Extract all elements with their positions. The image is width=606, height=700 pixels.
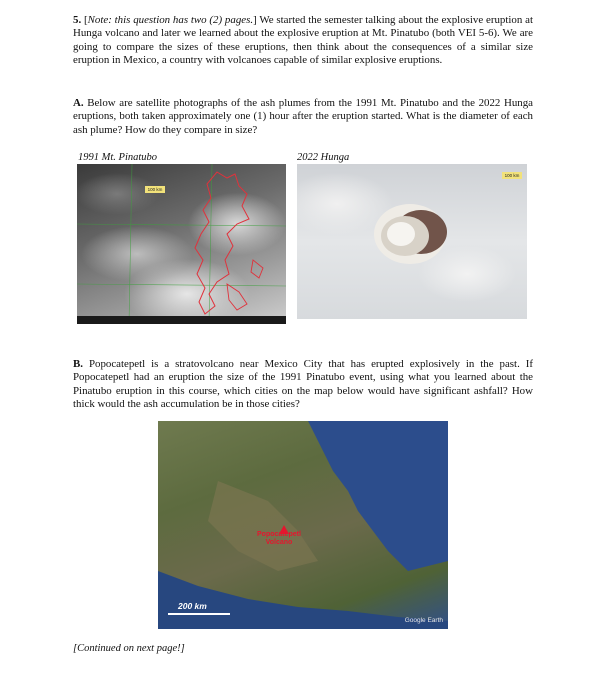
part-b-prompt [73, 358, 533, 412]
map-terrain [158, 421, 448, 629]
note-bracket-open: [ [84, 14, 88, 26]
gulf-of-mexico [308, 421, 448, 571]
part-a-prompt [73, 97, 533, 137]
question-number: 5. [73, 14, 82, 26]
pinatubo-scale-badge: 100 km [145, 186, 165, 193]
plume-top [387, 222, 415, 246]
volcano-label-type: Volcano [265, 539, 293, 546]
part-a-text: Below are satellite photographs of the ash plumes from the 1991 Mt. Pinatubo and the 2022 Hunga eruptions, both taken approximately one (1) hour after the eruption started. What is the diameter of each ash plume? How do they compare in size? [73, 97, 533, 136]
map-scale-label: 200 km [178, 601, 207, 611]
island-outline [227, 260, 263, 310]
part-b-text: Popocatepetl is a stratovolcano near Mexico City that has erupted explosively in the past. If Popocatepetl had an eruption the size of the 1991 Pinatubo event, using what you learned about the Pinatubo eruption in this course, which cities on the map below would have significant ashfall? How thick would the ash accumulation be in those cities? [73, 358, 533, 411]
part-b-label: B. [73, 358, 83, 370]
hunga-satellite-image [297, 164, 527, 319]
coastline-outline [195, 172, 249, 314]
continued-note: [Continued on next page!] [73, 643, 185, 654]
pinatubo-overlay [77, 164, 286, 324]
pinatubo-satellite-image [77, 164, 286, 324]
note-bracket-close: ] [253, 14, 257, 26]
question-text: We started the semester talking about the explosive eruption at Hunga volcano and later we learned about the explosive eruption at Mt. Pinatubo (both VEI 5-6). We are going to compare the sizes of these eruptions, then think about the consequences of a similar size eruption in Mexico, a country with volcanoes capable of similar explosive eruptions. [73, 14, 533, 67]
pinatubo-caption: 1991 Mt. Pinatubo [78, 152, 158, 163]
pinatubo-info-bar [77, 316, 286, 324]
question-5-intro [73, 14, 533, 68]
volcano-label [257, 531, 301, 547]
part-a-label: A. [73, 97, 84, 109]
hunga-caption: 2022 Hunga [297, 152, 350, 163]
mexico-satellite-map [158, 421, 448, 629]
map-scale-bar [168, 613, 230, 615]
hunga-scale-badge: 100 km [502, 172, 522, 179]
hunga-plume [297, 164, 527, 319]
question-note: Note: this question has two (2) pages. [87, 14, 254, 26]
highlands [208, 481, 318, 571]
google-earth-logo: Google Earth [404, 617, 443, 624]
grid-lines [77, 164, 286, 324]
volcano-label-name: Popocatepetl [257, 531, 301, 538]
